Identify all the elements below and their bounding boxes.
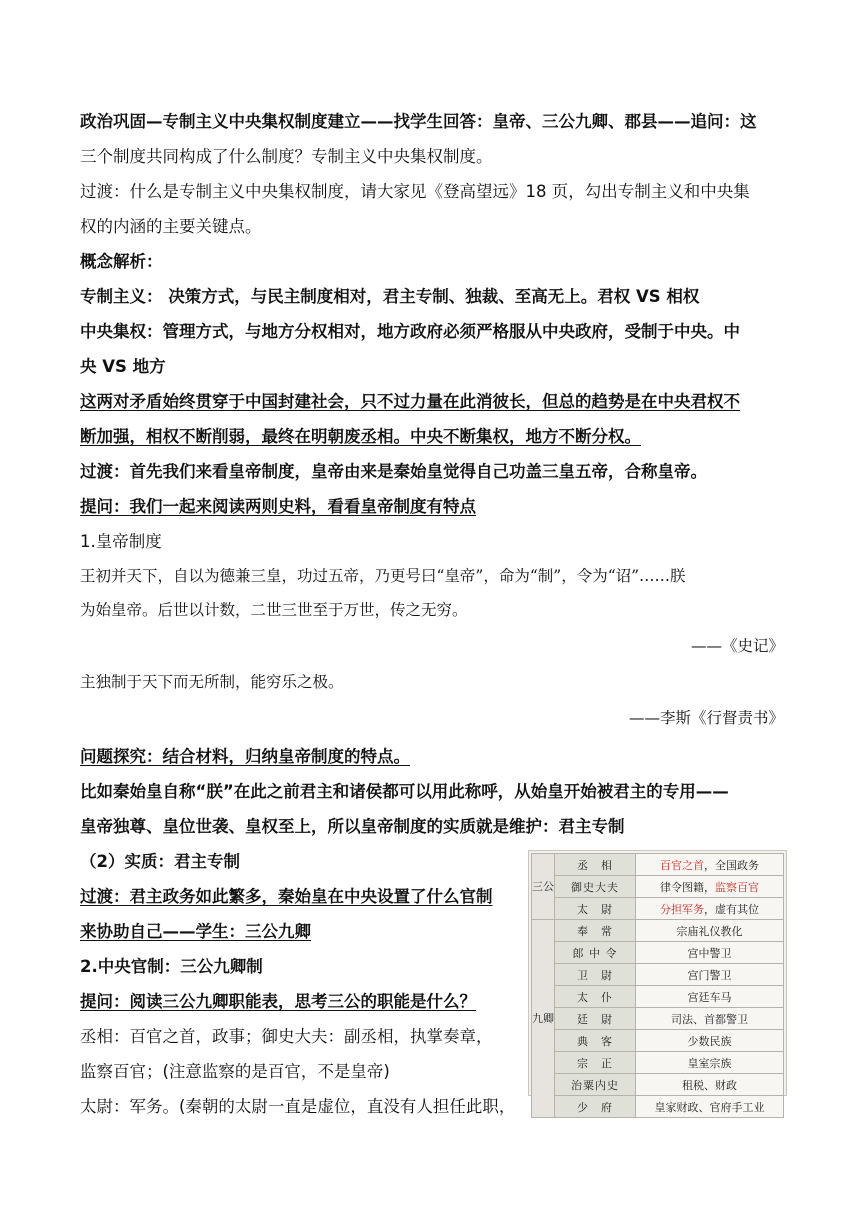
- definition-centralization-cont: 央 VS 地方: [80, 357, 166, 376]
- group-label: 九卿: [532, 1012, 554, 1025]
- question-2: 问题探究：结合材料，归纳皇帝制度的特点。: [80, 747, 410, 766]
- question-1: 提问：我们一起来阅读两则史料，看看皇帝制度有特点: [80, 497, 476, 516]
- duty-highlight: 分担军务: [660, 902, 704, 916]
- table-row: [532, 854, 784, 876]
- duty-cell: 租税、财政: [636, 1074, 784, 1096]
- table-row: [532, 920, 784, 942]
- duty-text: ，全国政务: [704, 858, 759, 872]
- office-cell: 奉 常: [555, 920, 636, 942]
- table-row: [532, 942, 784, 964]
- office-cell: 丞 相: [555, 854, 636, 876]
- duty-cell: 少数民族: [636, 1030, 784, 1052]
- duty-text: 律令图籍，: [660, 880, 715, 894]
- question-3: 提问：阅读三公九卿职能表，思考三公的职能是什么？: [80, 992, 476, 1011]
- paragraph-intro: 政治巩固—专制主义中央集权制度建立——找学生回答：皇帝、三公九卿、郡县——追问：这: [80, 112, 757, 131]
- duty-cell: 司法、首都警卫: [636, 1008, 784, 1030]
- heading-central-officials: 2.中央官制：三公九卿制: [80, 957, 263, 976]
- office-cell: 治粟内史: [555, 1074, 636, 1096]
- paragraph-transition-2: 过渡：首先我们来看皇帝制度，皇帝由来是秦始皇觉得自己功盖三皇五帝，合称皇帝。: [80, 462, 707, 481]
- heading-emperor-system: 1.皇帝制度: [80, 532, 162, 551]
- duty-cell: [636, 876, 784, 898]
- paragraph-transition-1: 过渡：什么是专制主义中央集权制度，请大家见《登高望远》18 页，勾出专制主义和中央集: [80, 182, 750, 201]
- definition-autocracy: 专制主义： 决策方式，与民主制度相对，君主专制、独裁、至高无上。君权 VS 相权: [80, 287, 700, 306]
- duty-cell: 宗庙礼仪教化: [636, 920, 784, 942]
- table-row: [532, 986, 784, 1008]
- duty-cell: 宫门警卫: [636, 964, 784, 986]
- duty-cell: 宫廷车马: [636, 986, 784, 1008]
- office-cell: 太 仆: [555, 986, 636, 1008]
- duty-cell: [636, 854, 784, 876]
- paragraph-transition-3: 过渡：君主政务如此繁多，秦始皇在中央设置了什么官制: [80, 887, 493, 906]
- table-row: [532, 898, 784, 920]
- paragraph-chancellor-cont: 监察百官；(注意监察的是百官，不是皇帝): [80, 1062, 390, 1081]
- quote-shiji: 王初并天下，自以为德兼三皇，功过五帝，乃更号曰“皇帝”，命为“制”，令为“诏”……朕: [80, 567, 686, 585]
- group-label: 三公: [532, 880, 554, 893]
- table-row: [532, 1008, 784, 1030]
- office-cell: 廷 尉: [555, 1008, 636, 1030]
- paragraph-chancellor: 丞相：百官之首，政事；御史大夫：副丞相，执掌奏章，: [80, 1027, 493, 1046]
- source-lisi: ——李斯《行督责书》: [628, 709, 784, 727]
- duty-cell: 皇家财政、官府手工业: [636, 1096, 784, 1118]
- definition-centralization: 中央集权：管理方式，与地方分权相对，地方政府必须严格服从中央政府，受制于中央。中: [80, 322, 740, 341]
- officials-table-image: [528, 850, 787, 1114]
- duty-cell: 皇室宗族: [636, 1052, 784, 1074]
- paragraph-transition-1-cont: 权的内涵的主要关键点。: [80, 217, 262, 236]
- table-row: [532, 876, 784, 898]
- office-cell: 御史大夫: [555, 876, 636, 898]
- duty-highlight: 百官之首: [660, 858, 704, 872]
- paragraph-taiwei: 太尉：军务。(秦朝的太尉一直是虚位，直没有人担任此职，: [80, 1097, 516, 1116]
- office-cell: 宗 正: [555, 1052, 636, 1074]
- table-row: [532, 1074, 784, 1096]
- duty-cell: [636, 898, 784, 920]
- paragraph-contradiction: 这两对矛盾始终贯穿于中国封建社会，只不过力量在此消彼长，但总的趋势是在中央君权不: [80, 392, 740, 411]
- office-cell: 郎 中 令: [555, 942, 636, 964]
- table-row: [532, 1030, 784, 1052]
- duty-text: ，虚有其位: [704, 902, 759, 916]
- duty-highlight: 监察百官: [715, 880, 759, 894]
- quote-shiji-cont: 为始皇帝。后世以计数，二世三世至于万世，传之无穷。: [80, 601, 468, 619]
- paragraph-contradiction-cont: 断加强，相权不断削弱，最终在明朝废丞相。中央不断集权，地方不断分权。: [80, 427, 641, 446]
- source-shiji: ——《史记》: [690, 637, 784, 655]
- left-column: [80, 879, 518, 1124]
- paragraph-transition-3-cont: 来协助自己——学生：三公九卿: [80, 922, 311, 941]
- table-row: [532, 1096, 784, 1118]
- office-cell: 太 尉: [555, 898, 636, 920]
- paragraph-zhen-cont: 皇帝独尊、皇位世袭、皇权至上，所以皇帝制度的实质就是维护：君主专制: [80, 817, 625, 836]
- office-cell: 典 客: [555, 1030, 636, 1052]
- paragraph-zhen: 比如秦始皇自称“朕”在此之前君主和诸侯都可以用此称呼，从始皇开始被君主的专用——: [80, 782, 729, 801]
- table-row: [532, 1052, 784, 1074]
- officials-table: [531, 853, 784, 1118]
- group-sangong: [532, 854, 555, 920]
- paragraph-intro-cont: 三个制度共同构成了什么制度？专制主义中央集权制度。: [80, 147, 493, 166]
- group-jiuqing: [532, 920, 555, 1118]
- duty-cell: 宫中警卫: [636, 942, 784, 964]
- quote-lisi: 主独制于天下而无所制，能穷乐之极。: [80, 673, 344, 691]
- subheading-essence: （2）实质：君主专制: [80, 852, 240, 871]
- heading-concept: 概念解析：: [80, 252, 163, 271]
- office-cell: 少 府: [555, 1096, 636, 1118]
- table-row: [532, 964, 784, 986]
- office-cell: 卫 尉: [555, 964, 636, 986]
